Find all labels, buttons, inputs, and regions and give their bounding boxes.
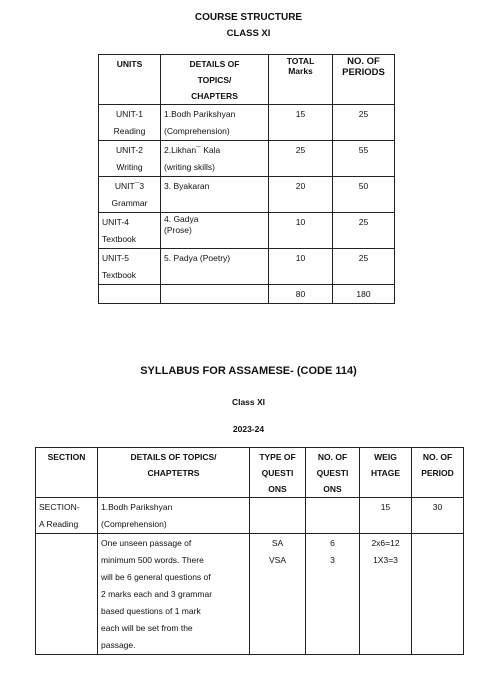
marks-cell: 10 xyxy=(269,213,333,249)
table-total-row xyxy=(99,285,395,304)
header-question-type: TYPE OF QUESTI ONS xyxy=(250,448,306,498)
topic-cell: 1.Bodh Parikshyan (Comprehension) xyxy=(98,498,250,534)
question-type-cell: SA VSA xyxy=(250,534,306,655)
total-empty-cell xyxy=(161,285,269,304)
marks-cell: 25 xyxy=(269,141,333,177)
section-cell: SECTION- A Reading xyxy=(36,498,98,534)
header-question-count: NO. OF QUESTI ONS xyxy=(306,448,360,498)
marks-cell: 20 xyxy=(269,177,333,213)
table-row xyxy=(99,177,395,213)
academic-year: 2023-24 xyxy=(232,424,265,434)
header-details: DETAILS OF TOPICS/ CHAPTERS xyxy=(161,55,269,105)
header-details: DETAILS OF TOPICS/ CHAPTETRS xyxy=(98,448,250,498)
table-row xyxy=(99,141,395,177)
description-cell: One unseen passage of minimum 500 words. There will be 6 general questions of 2 marks each and 3 grammar based questions of 1 mark each will be set from the passage. xyxy=(98,534,250,655)
syllabus-title: SYLLABUS FOR ASSAMESE- (CODE 114) xyxy=(140,365,357,377)
header-weightage: WEIG HTAGE xyxy=(360,448,412,498)
course-structure-heading: COURSE STRUCTURE xyxy=(194,12,303,23)
periods-cell: 25 xyxy=(333,213,395,249)
unit-cell: UNIT-1 Reading xyxy=(99,105,161,141)
periods-cell: 25 xyxy=(333,105,395,141)
table-row xyxy=(99,213,395,249)
weightage-cell: 2x6=12 1X3=3 xyxy=(360,534,412,655)
section-cell xyxy=(36,534,98,655)
question-count-cell xyxy=(306,498,360,534)
unit-cell: UNIT-4 Textbook xyxy=(99,213,161,249)
unit-cell: UNIT¯3 Grammar xyxy=(99,177,161,213)
header-section: SECTION xyxy=(36,448,98,498)
table-row xyxy=(99,249,395,285)
topic-cell: 1.Bodh Parikshyan (Comprehension) xyxy=(161,105,269,141)
table-header-row xyxy=(36,448,464,498)
question-count-cell: 6 3 xyxy=(306,534,360,655)
marks-cell: 15 xyxy=(269,105,333,141)
unit-cell: UNIT-5 Textbook xyxy=(99,249,161,285)
table-row xyxy=(99,105,395,141)
total-marks-cell: 80 xyxy=(269,285,333,304)
unit-cell: UNIT-2 Writing xyxy=(99,141,161,177)
class-subheading: Class XI xyxy=(231,397,266,407)
periods-cell: 55 xyxy=(333,141,395,177)
periods-cell: 50 xyxy=(333,177,395,213)
topic-cell: 3. Byakaran xyxy=(161,177,269,213)
course-structure-table xyxy=(98,54,395,304)
total-periods-cell: 180 xyxy=(333,285,395,304)
weightage-cell: 15 xyxy=(360,498,412,534)
table-row xyxy=(36,534,464,655)
total-empty-cell xyxy=(99,285,161,304)
syllabus-table xyxy=(35,447,464,655)
periods-cell xyxy=(412,534,464,655)
topic-cell: 4. Gadya (Prose) xyxy=(161,213,269,249)
header-periods: NO. OF PERIODS xyxy=(333,55,395,105)
header-periods: NO. OF PERIOD xyxy=(412,448,464,498)
header-total-marks: TOTAL Marks xyxy=(269,55,333,105)
marks-cell: 10 xyxy=(269,249,333,285)
topic-cell: 5. Padya (Poetry) xyxy=(161,249,269,285)
topic-cell: 2.Likhan¯ Kala (writing skills) xyxy=(161,141,269,177)
periods-cell: 30 xyxy=(412,498,464,534)
header-units: UNITS xyxy=(99,55,161,105)
class-heading: CLASS XI xyxy=(226,28,271,39)
table-row xyxy=(36,498,464,534)
table-header-row xyxy=(99,55,395,105)
periods-cell: 25 xyxy=(333,249,395,285)
question-type-cell xyxy=(250,498,306,534)
